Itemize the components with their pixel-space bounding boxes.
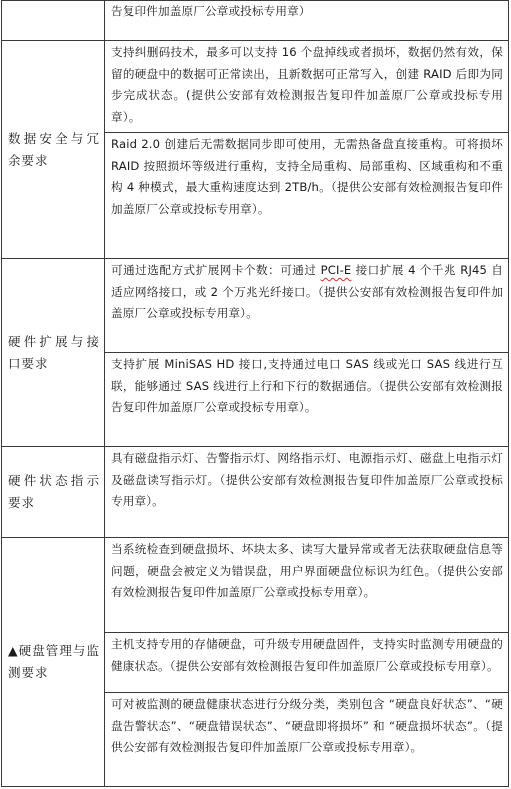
requirement-text: 接口扩展 4 个千兆 RJ45 自适应网络接口，或 2 个万兆光纤接口。（提供公安部有效检测报告复印件加盖原厂公章或投标专用章）。: [111, 263, 503, 321]
table-row: [2, 1, 509, 41]
category-cell: [2, 1, 105, 41]
requirement-cell: 支持纠删码技术，最多可以支持 16 个盘掉线或者损坏，数据仍然有效，保留的硬盘中的数据可正常读出，且新数据可正常写入，创建 RAID 后即为同步完成状态。(提供公安部有效检测报告复印件加盖原厂公章或投标专用章）。: [105, 41, 509, 133]
table-row: [2, 259, 509, 353]
table-row: [2, 41, 509, 133]
table-row: [2, 538, 509, 633]
requirement-cell: 当系统检查到硬盘损坏、坏块太多、读写大量异常或者无法获取硬盘信息等问题，硬盘会被定义为错误盘，用户界面硬盘位标识为红色。（提供公安部有效检测报告复印件加盖原厂公章或投标专用章）。: [105, 538, 509, 633]
requirement-cell: Raid 2.0 创建后无需数据同步即可使用，无需热备盘直接重构。可将损坏 RAID 按照损坏等级进行重构，支持全局重构、局部重构、区域重构和不重构 4 种模式，最大重构速度达到 2TB/h。（提供公安部有效检测报告复印件加盖原厂公章或投标专用章）。: [105, 133, 509, 259]
category-cell: 硬件扩展与接口要求: [2, 259, 105, 447]
requirement-cell: 具有磁盘指示灯、告警指示灯、网络指示灯、电源指示灯、磁盘上电指示灯及磁盘读写指示灯。（提供公安部有效检测报告复印件加盖原厂公章或投标专用章）。: [105, 447, 509, 538]
requirement-cell: 告复印件加盖原厂公章或投标专用章）: [105, 1, 509, 41]
spellcheck-underlined-term: PCI-E: [320, 263, 352, 277]
requirements-table: [1, 0, 509, 787]
category-cell: ▲硬盘管理与监测要求: [2, 538, 105, 787]
requirement-cell: [105, 259, 509, 353]
requirement-cell: 可对被监测的硬盘健康状态进行分级分类，类别包含 “硬盘良好状态”、“硬盘告警状态”、“硬盘错误状态”、“硬盘即将损坏” 和 “硬盘损坏状态”。（提供公安部有效检测报告复印件加盖原厂公章或投标专用章）。: [105, 693, 509, 787]
category-cell: 硬件状态指示要求: [2, 447, 105, 538]
requirement-cell: 支持扩展 MiniSAS HD 接口,支持通过电口 SAS 线或光口 SAS 线进行互联，能够通过 SAS 线进行上行和下行的数据通信。（提供公安部有效检测报告复印件加盖原厂公章或投标专用章）。: [105, 353, 509, 447]
table-row: [2, 447, 509, 538]
requirement-cell: 主机支持专用的存储硬盘，可升级专用硬盘固件，支持实时监测专用硬盘的健康状态。（提供公安部有效检测报告复印件加盖原厂公章或投标专用章）。: [105, 633, 509, 693]
category-cell: 数据安全与冗余要求: [2, 41, 105, 259]
requirement-text: 可通过选配方式扩展网卡个数：可通过: [111, 263, 321, 277]
